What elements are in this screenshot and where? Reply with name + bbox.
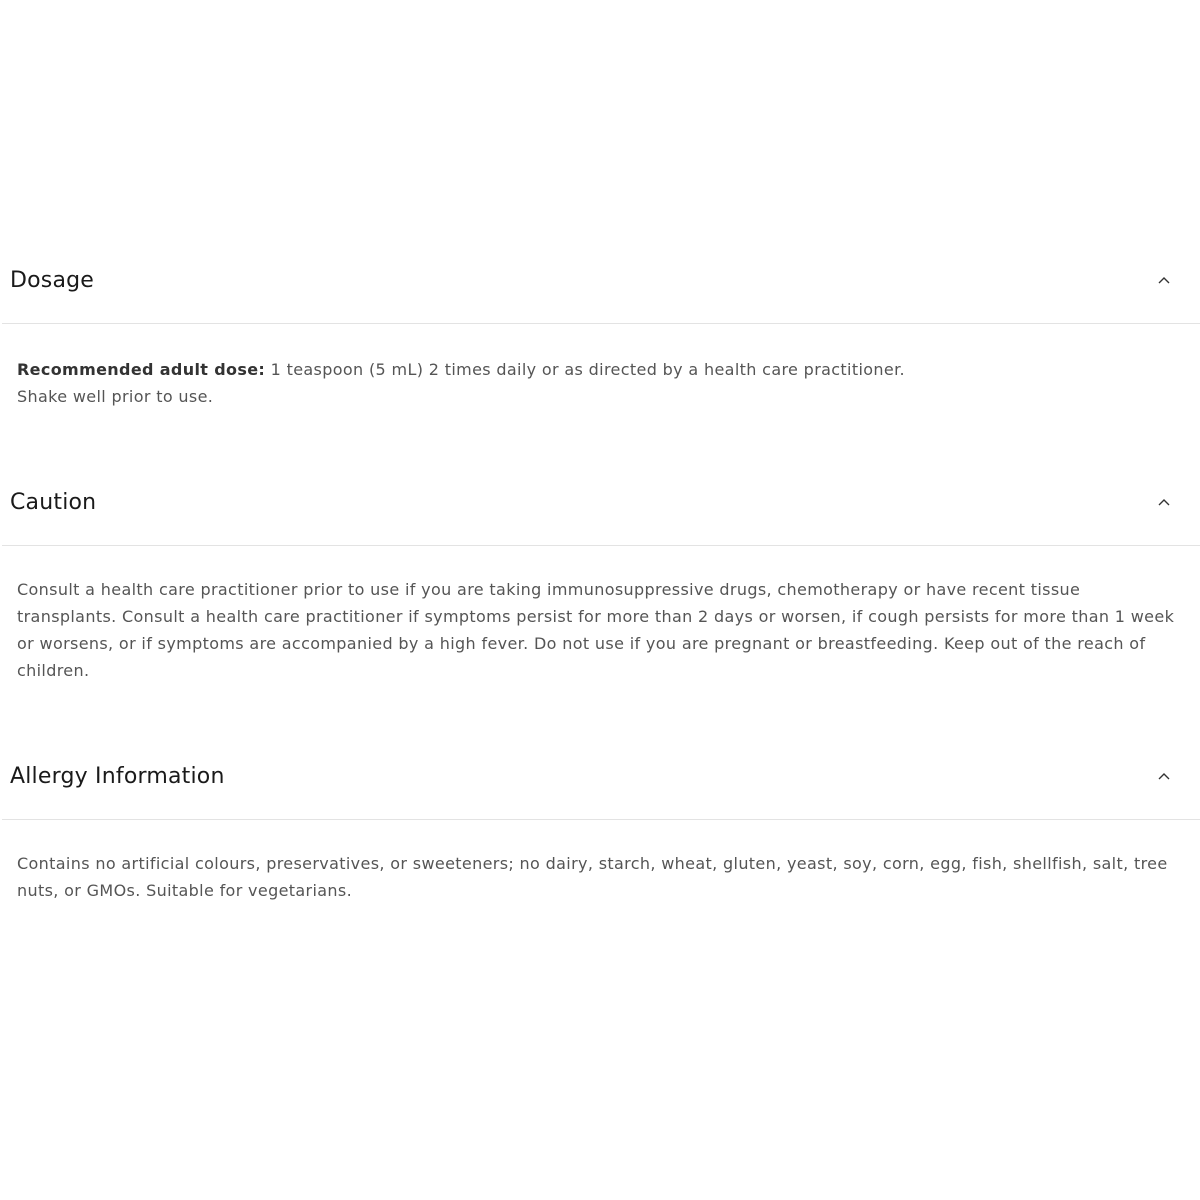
- chevron-up-icon[interactable]: [1152, 490, 1176, 514]
- accordion-title-allergy-information: Allergy Information: [10, 763, 225, 789]
- accordion-allergy-information: [0, 741, 1188, 811]
- accordion-header-dosage[interactable]: [0, 245, 1188, 315]
- accordion-header-caution[interactable]: [0, 467, 1188, 537]
- dosage-label: Recommended adult dose:: [17, 360, 266, 379]
- accordion-content-dosage: [17, 356, 1177, 410]
- dosage-note: Shake well prior to use.: [17, 387, 214, 406]
- dosage-instructions: 1 teaspoon (5 mL) 2 times daily or as directed by a health care practitioner.: [265, 360, 905, 379]
- allergy-text: Contains no artificial colours, preservatives, or sweeteners; no dairy, starch, wheat, gluten, yeast, soy, corn, egg, fish, shellfish, salt, tree nuts, or GMOs. Suitable for vegetarians.: [17, 854, 1168, 900]
- divider: [2, 323, 1200, 324]
- accordion-caution: [0, 467, 1188, 537]
- divider: [2, 545, 1200, 546]
- accordion-title-caution: Caution: [10, 489, 97, 515]
- divider: [2, 819, 1200, 820]
- accordion-dosage: [0, 245, 1188, 315]
- accordion-header-allergy-information[interactable]: [0, 741, 1188, 811]
- chevron-up-icon[interactable]: [1152, 764, 1176, 788]
- dosage-text: [17, 356, 1177, 383]
- accordion-content-caution: [17, 576, 1177, 684]
- caution-text: Consult a health care practitioner prior to use if you are taking immunosuppressive drugs, chemotherapy or have recent tissue transplants. Consult a health care practitioner if symptoms persist for more than 2 days or worsen, if cough persists for more than 1 week or worsens, or if symptoms are accompanied by a high fever. Do not use if you are pregnant or breastfeeding. Keep out of the reach of children.: [17, 580, 1175, 680]
- accordion-title-dosage: Dosage: [10, 267, 95, 293]
- accordion-content-allergy-information: [17, 850, 1177, 904]
- chevron-up-icon[interactable]: [1152, 268, 1176, 292]
